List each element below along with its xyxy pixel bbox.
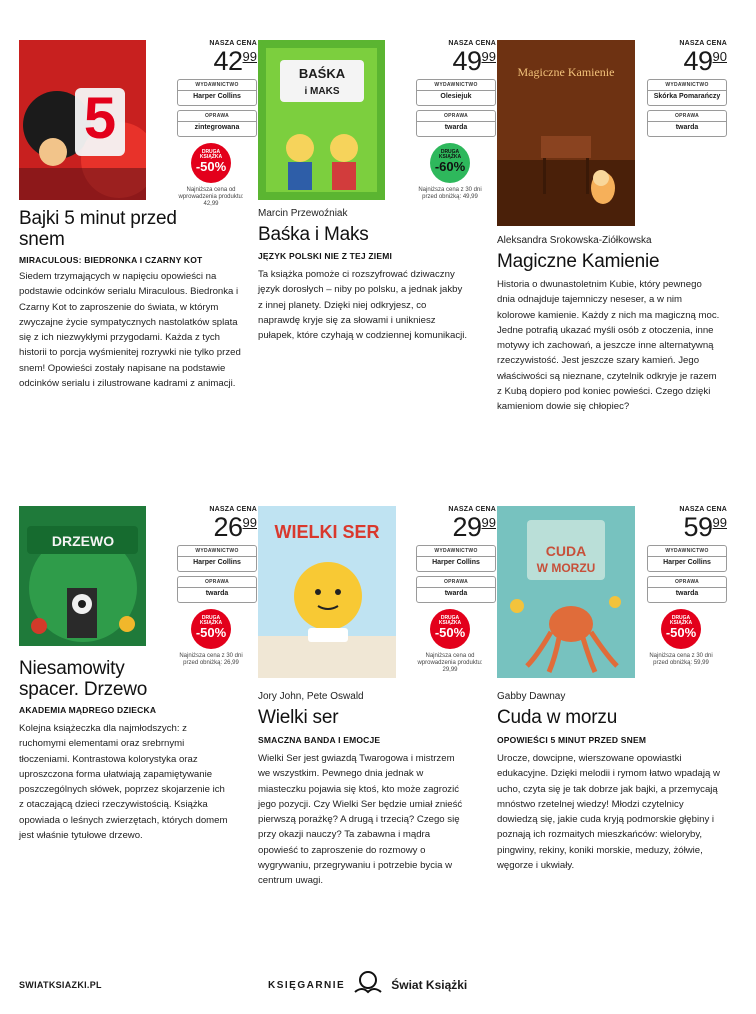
publisher-value: Harper Collins bbox=[663, 559, 711, 566]
publisher-field: WYDAWNICTWO Olesiejuk bbox=[416, 79, 496, 106]
price-label: NASZA CENA bbox=[448, 506, 496, 513]
book-series: SMACZNA BANDA I EMOCJE bbox=[258, 735, 381, 745]
price-box bbox=[647, 506, 727, 667]
price-label: NASZA CENA bbox=[679, 40, 727, 47]
price-box bbox=[416, 40, 496, 201]
lowest-price-note: Najniższa cena z 30 dni przed obniżką: 49,99 bbox=[418, 187, 482, 200]
publisher-value: Harper Collins bbox=[193, 559, 241, 566]
binding-value: twarda bbox=[444, 124, 468, 131]
discount-badge: DRUGA KSIĄŻKA -60% bbox=[430, 143, 470, 183]
svg-text:i MAKS: i MAKS bbox=[304, 86, 340, 97]
price: $29^{99}$ bbox=[452, 512, 496, 542]
price: $42^{99}$ bbox=[213, 46, 257, 76]
book-description: Kolejna książeczka dla najmłodszych: z ruchomymi elementami oraz srebrnymi tłoczeniami. Kontrastowa kolorystyka oraz uproszczona forma ułatwiają zapamiętywanie poszczególnych słówek, poprzez skojarzenie ich z otaczającą dzieci rzeczywistością. Książka opowiada o leśnych zwierzętach, których domem jest właśnie tytułowe drzewo. bbox=[19, 723, 228, 842]
publisher-field: WYDAWNICTWO Harper Collins bbox=[416, 545, 496, 572]
book-description: Wielki Ser jest gwiazdą Twarogowa i mistrzem we wszystkim. Pewnego dnia jednak w miasteczku pojawia się ktoś, kto może zagrozić jego pozycji. Czy Wielki Ser będzie umiał znieść pierwszą porażkę? A drugą i trzecią? Czego się przy okazji nauczy? Ta zabawna i mądra opowieść to zaproszenie do rozmowy o wygrywaniu, przegrywaniu i potrzebie bycia w centrum uwagi. bbox=[258, 753, 463, 887]
publisher-value: Skórka Pomarańczy bbox=[653, 93, 721, 100]
price-box bbox=[177, 506, 257, 667]
publisher-field: WYDAWNICTWO Harper Collins bbox=[177, 79, 257, 106]
price: $59^{99}$ bbox=[683, 512, 727, 542]
binding-field: OPRAWA zintegrowana bbox=[177, 110, 257, 137]
publisher-field: WYDAWNICTWO Skórka Pomarańczy bbox=[647, 79, 727, 106]
book-author: Aleksandra Srokowska-Ziółkowska bbox=[497, 235, 652, 246]
publisher-field: WYDAWNICTWO Harper Collins bbox=[177, 545, 257, 572]
brand-name: Świat Książki bbox=[391, 978, 468, 992]
lowest-price-note: Najniższa cena od wprowadzenia produktu: 42,99 bbox=[178, 187, 244, 207]
svg-text:W MORZU: W MORZU bbox=[536, 561, 596, 575]
binding-field: OPRAWA twarda bbox=[416, 110, 496, 137]
brand-logo[interactable] bbox=[268, 970, 467, 1000]
book-title[interactable]: Wielki ser bbox=[258, 707, 339, 728]
binding-value: twarda bbox=[675, 124, 699, 131]
lowest-price-note: Najniższa cena z 30 dni przed obniżką: 26,99 bbox=[179, 653, 243, 666]
book-series: MIRACULOUS: BIEDRONKA I CZARNY KOT bbox=[19, 255, 203, 265]
book-cover[interactable] bbox=[258, 40, 385, 200]
discount-badge: DRUGA KSIĄŻKA -50% bbox=[191, 609, 231, 649]
book-title[interactable]: Magiczne Kamienie bbox=[497, 251, 660, 272]
discount-badge: DRUGA KSIĄŻKA -50% bbox=[191, 143, 231, 183]
binding-field: OPRAWA twarda bbox=[416, 576, 496, 603]
price-label: NASZA CENA bbox=[209, 506, 257, 513]
binding-value: zintegrowana bbox=[194, 124, 240, 131]
book-title[interactable]: Bajki 5 minut przed snem bbox=[19, 208, 177, 250]
book-author: Jory John, Pete Oswald bbox=[258, 691, 364, 702]
book-title[interactable]: Niesamowity spacer. Drzewo bbox=[19, 658, 148, 700]
book-author: Gabby Dawnay bbox=[497, 691, 566, 702]
book-description: Ta książka pomoże ci rozszyfrować dziwaczny język dorosłych – niby po polsku, a jednak jakby z innej planety. Dzięki niej odkryjesz, co naprawdę kryje się za słowami i unikniesz pułapek, które czyhają w codziennej komunikacji. bbox=[258, 269, 468, 342]
binding-field: OPRAWA twarda bbox=[177, 576, 257, 603]
svg-text:BAŚKA: BAŚKA bbox=[298, 66, 346, 81]
book-logo-icon bbox=[353, 970, 383, 1001]
publisher-value: Olesiejuk bbox=[440, 93, 472, 100]
book-cover[interactable] bbox=[497, 506, 635, 678]
website-link[interactable]: SWIATKSIAZKI.PL bbox=[19, 980, 102, 990]
publisher-value: Harper Collins bbox=[432, 559, 480, 566]
price-box bbox=[416, 506, 496, 674]
book-title[interactable]: Baśka i Maks bbox=[258, 224, 369, 245]
book-series: OPOWIEŚCI 5 MINUT PRZED SNEM bbox=[497, 735, 647, 745]
svg-text:5: 5 bbox=[83, 86, 117, 151]
binding-value: twarda bbox=[444, 590, 468, 597]
price: $26^{99}$ bbox=[213, 512, 257, 542]
price-box bbox=[647, 40, 727, 137]
price: $49^{90}$ bbox=[683, 46, 727, 76]
price-box bbox=[177, 40, 257, 208]
book-description: Urocze, dowcipne, wierszowane opowiastki edukacyjne. Dzięki melodii i rymom łatwo wpadają w ucho, czyta się je tak dobrze jak bajki, a przemycają mnóstwo rzetelnej wiedzy! Młodzi czytelnicy dowiedzą się, jakie cuda kryją podmorskie głębiny i poznają ich rozmaitych mieszkańców: wieloryby, pingwiny, rekiny, koniki morskie, meduzy, żółwie, węgorze i ukwiały. bbox=[497, 753, 720, 872]
book-cover[interactable] bbox=[497, 40, 635, 226]
lowest-price-note: Najniższa cena od wprowadzenia produktu: 29,99 bbox=[417, 653, 483, 673]
binding-field: OPRAWA twarda bbox=[647, 576, 727, 603]
binding-value: twarda bbox=[675, 590, 699, 597]
price: $49^{99}$ bbox=[452, 46, 496, 76]
book-series: AKADEMIA MĄDREGO DZIECKA bbox=[19, 705, 157, 715]
price-label: NASZA CENA bbox=[209, 40, 257, 47]
book-author: Marcin Przewoźniak bbox=[258, 208, 348, 219]
book-cover[interactable] bbox=[258, 506, 396, 678]
svg-text:CUDA: CUDA bbox=[545, 543, 587, 559]
svg-text:Magiczne Kamienie: Magiczne Kamienie bbox=[517, 65, 615, 79]
publisher-value: Harper Collins bbox=[193, 93, 241, 100]
svg-text:DRZEWO: DRZEWO bbox=[51, 533, 115, 549]
brand-prefix: KSIĘGARNIE bbox=[268, 979, 346, 991]
book-title[interactable]: Cuda w morzu bbox=[497, 707, 618, 728]
discount-badge: DRUGA KSIĄŻKA -50% bbox=[661, 609, 701, 649]
price-label: NASZA CENA bbox=[448, 40, 496, 47]
book-cover[interactable] bbox=[19, 40, 146, 200]
discount-badge: DRUGA KSIĄŻKA -50% bbox=[430, 609, 470, 649]
book-cover[interactable] bbox=[19, 506, 146, 646]
publisher-field: WYDAWNICTWO Harper Collins bbox=[647, 545, 727, 572]
book-description: Historia o dwunastoletnim Kubie, który pewnego dnia odnajduje tajemniczy neseser, a w nim kolorowe kamienie. Każdy z nich ma magiczną moc. Jedne potrafią ukazać myśli osób z otoczenia, inne motywy ich zachowań, a jeszcze inne alternatywną rzeczywistość. Jest jeszcze szary kamień. Jego właściwości są nieznane, czytelnik odkryje je razem z Kubą dopiero pod koniec powieści. Czego dzięki kamieniom dowie się chłopiec? bbox=[497, 279, 720, 413]
book-series: JĘZYK POLSKI NIE Z TEJ ZIEMI bbox=[258, 251, 393, 261]
book-description: Siedem trzymających w napięciu opowieści na podstawie odcinków serialu Miraculous. Biedronka i Czarny Kot to zaproszenie do świata, w którym zwyczajne życie sympatycznych nastolatków splata się z ich niezwykłymi przygodami. Każda z tych historii to porcja wyśmienitej rozrywki nie tylko przed snem! Opowieści zostały napisane na podstawie odcinków serialu i zilustrowane kadrami z animacji. bbox=[19, 271, 241, 390]
lowest-price-note: Najniższa cena z 30 dni przed obniżką: 59,99 bbox=[649, 653, 713, 666]
svg-text:WIELKI SER: WIELKI SER bbox=[274, 522, 380, 542]
binding-field: OPRAWA twarda bbox=[647, 110, 727, 137]
price-label: NASZA CENA bbox=[679, 506, 727, 513]
binding-value: twarda bbox=[205, 590, 229, 597]
